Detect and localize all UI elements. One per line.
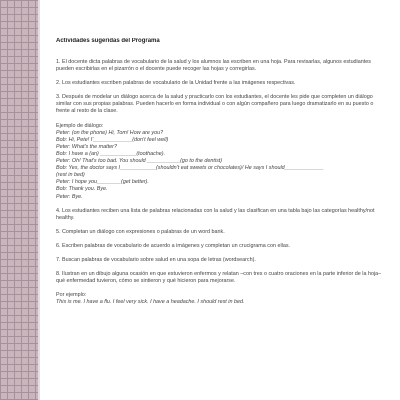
dialogue-line: Bob: Hi, Pete! I'_____________(don't feel well) [56,136,169,143]
example-label: Por ejemplo: [56,292,87,299]
dialogue-example [56,123,382,201]
spiral-binding-pattern [0,0,38,400]
dialogue-line: Bob: I have a (an) ____________(toothache). [56,150,166,157]
dialogue-line: Peter: I hope you________(get better). [56,179,149,186]
example-text: This is me. I have a flu. I feel very sick. I have a headache. I should rest in bed. [56,299,245,306]
activity-item-6: 6. Escriben palabras de vocabulario de acuerdo a imágenes y completan un crucigrama con ellas. [56,242,291,249]
dialogue-line: (rest in bed) [56,172,85,179]
activity-item-5: 5. Completan un diálogo con expresiones o palabras de un word bank. [56,228,225,235]
activity-item-4: 4. Los estudiantes reciben una lista de palabras relacionadas con la salud y las clasifican en una tabla bajo las categorías healthy/not healthy. [56,207,375,221]
activity-item-2: 2. Los estudiantes escriben palabras de vocabulario de la Unidad frente a las imágenes respectivas. [56,80,296,87]
dialogue-label: Ejemplo de diálogo: [56,122,104,129]
binding-edge [38,0,40,400]
dialogue-line: Peter: What's the matter? [56,143,117,150]
dialogue-line: Bob: Yes, the doctor says I____________(shouldn't eat sweets or chocolates)/ He says I should_____________ [56,165,324,172]
document-content [56,38,382,394]
activity-item-8: 8. Ilustran en un dibujo alguna ocasión en que estuvieron enfermos y relatan –con tres o cuatro oraciones en la parte inferior de la hoja– qué enfermedad tuvieron, cómo se sintieron y qué hicieron para mejorarse. [56,271,382,285]
dialogue-line: Peter: Bye. [56,193,83,200]
activity-item-3: 3. Después de modelar un diálogo acerca de la salud y practicarlo con los estudiantes, el docente les pide que completen un diálogo similar con sus propias palabras. Pueden hacerlo en forma individual o con algún compañero para luego dramatizarlo en su puesto o frente al resto de la clase. [56,94,374,115]
activity-item-1: 1. El docente dicta palabras de vocabulario de la salud y los alumnos las escriben en una hoja. Para revisarlas, algunos estudiantes pueden escribirlas en el pizarrón o el docente puede recoger las hojas y corregirlas. [56,59,371,73]
dialogue-line: Peter: Oh! That's too bad. You should ___________(go to the dentist) [56,158,223,165]
example-block [56,292,382,306]
dialogue-line: Bob: Thank you. Bye. [56,186,108,193]
dialogue-line: Peter: (on the phone) Hi, Tom! How are you? [56,129,164,136]
document-title: Actividades sugeridas del Programa [56,38,160,44]
activity-item-7: 7. Buscan palabras de vocabulario sobre salud en una sopa de letras (wordsearch). [56,256,256,263]
